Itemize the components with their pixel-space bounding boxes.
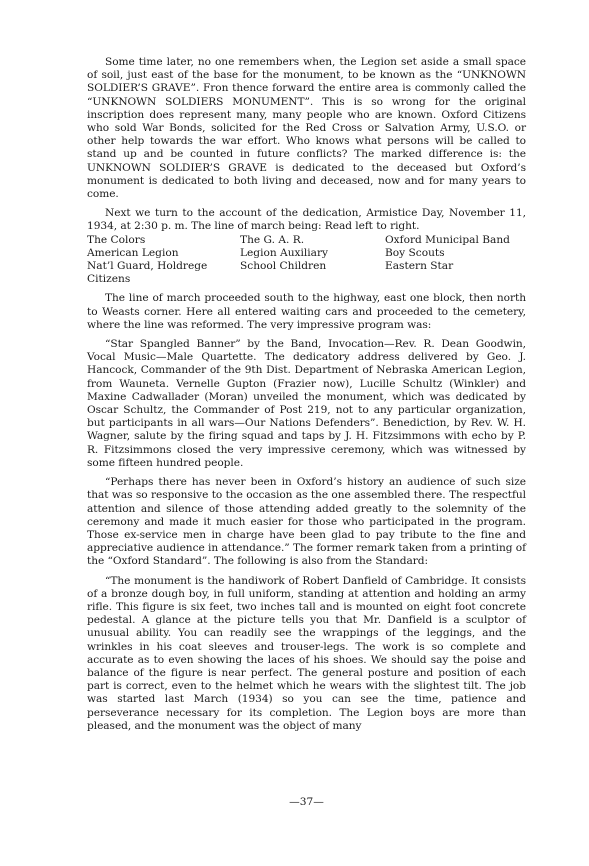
march-item: American Legion [87,246,179,259]
march-item: Boy Scouts [385,246,445,259]
march-item: Citizens [87,273,131,286]
march-item: Eastern Star [385,260,454,273]
line-of-march-list [87,234,526,287]
paragraph-audience: “Perhaps there has never been in Oxford’s history an audience of such size that was so responsive to the occasion as the one assembled there. The respectful attention and silence of those attending added greatly to the solemnity of the ceremony and made it much easier for those who participated in the program. Those ex-service men in charge have been glad to pay tribute to the fine and appreciative audience in attendance.” The former remark taken from a printing of the “Oxford Standard”. The following is also from the Standard: [87,476,526,568]
paragraph-march-route: The line of march proceeded south to the highway, east one block, then north to Weasts corner. Here all entered waiting cars and proceeded to the cemetery, where the line was reformed. The very impressive program was: [87,292,526,331]
paragraph-dedication-intro: Next we turn to the account of the dedication, Armistice Day, November 11, 1934, at 2:30 p. m. The line of march being: Read left to right. [87,207,526,233]
march-item: Nat’l Guard, Holdrege [87,260,208,273]
march-item: The Colors [87,233,146,246]
march-item: Oxford Municipal Band [385,233,510,246]
march-item: Legion Auxiliary [240,246,329,259]
march-item: The G. A. R. [240,233,305,246]
paragraph-monument: “The monument is the handiwork of Robert Danfield of Cambridge. It consists of a bronze dough boy, in full uniform, standing at attention and holding an army rifle. This figure is six feet, two inches tall and is mounted on eight foot concrete pedestal. A glance at the picture tells you that Mr. Danfield is a sculptor of unusual ability. You can readily see the wrappings of the leggings, and the wrinkles in his coat sleeves and trouser-legs. The work is so complete and accurate as to even showing the laces of his shoes. We should say the poise and balance of the figure is near perfect. The general posture and position of each part is correct, even to the helmet which he wears with the slightest tilt. The job was started last March (1934) so you can see the time, patience and perseverance necessary for its completion. The Legion boys are more than pleased, and the monument was the object of many [87,574,526,732]
paragraph-program: “Star Spangled Banner” by the Band, Invocation—Rev. R. Dean Goodwin, Vocal Music—Male Quartette. The dedicatory address delivered by Geo. J. Hancock, Commander of the 9th Dist. Department of Nebraska American Legion, from Wauneta. Vernelle Gupton (Frazier now), Lucille Schultz (Winkler) and Maxine Cadwallader (Moran) unveiled the monument, which was dedicated by Oscar Schultz, the Commander of Post 219, not to any particular organization, but participants in all wars—Our Nations Defenders”. Benediction, by Rev. W. H. Wagner, salute by the firing squad and taps by J. H. Fitzsimmons with echo by P. R. Fitzsimmons closed the very impressive ceremony, which was witnessed by some fifteen hundred people. [87,338,526,469]
march-item: School Children [240,260,327,273]
march-column [87,234,240,287]
page-number: —37— [289,796,324,808]
march-column [240,234,385,287]
march-column [385,234,526,287]
paragraph-legion-grave: Some time later, no one remembers when, the Legion set aside a small space of soil, just east of the base for the monument, to be known as the “UNKNOWN SOLDIER’S GRAVE”. Fron thence forward the entire area is commonly called the “UNKNOWN SOLDIERS MONUMENT”. This is so wrong for the original inscription does represent many, many people who are known. Oxford Citizens who sold War Bonds, solicited for the Red Cross or Salvation Army, U.S.O. or other help towards the war effort. Who knows what persons will be called to stand up and be counted in future conflicts? The marked difference is: the UNKNOWN SOLDIER’S GRAVE is dedicated to the deceased but Oxford’s monument is dedicated to both living and deceased, now and for many years to come. [87,56,526,201]
